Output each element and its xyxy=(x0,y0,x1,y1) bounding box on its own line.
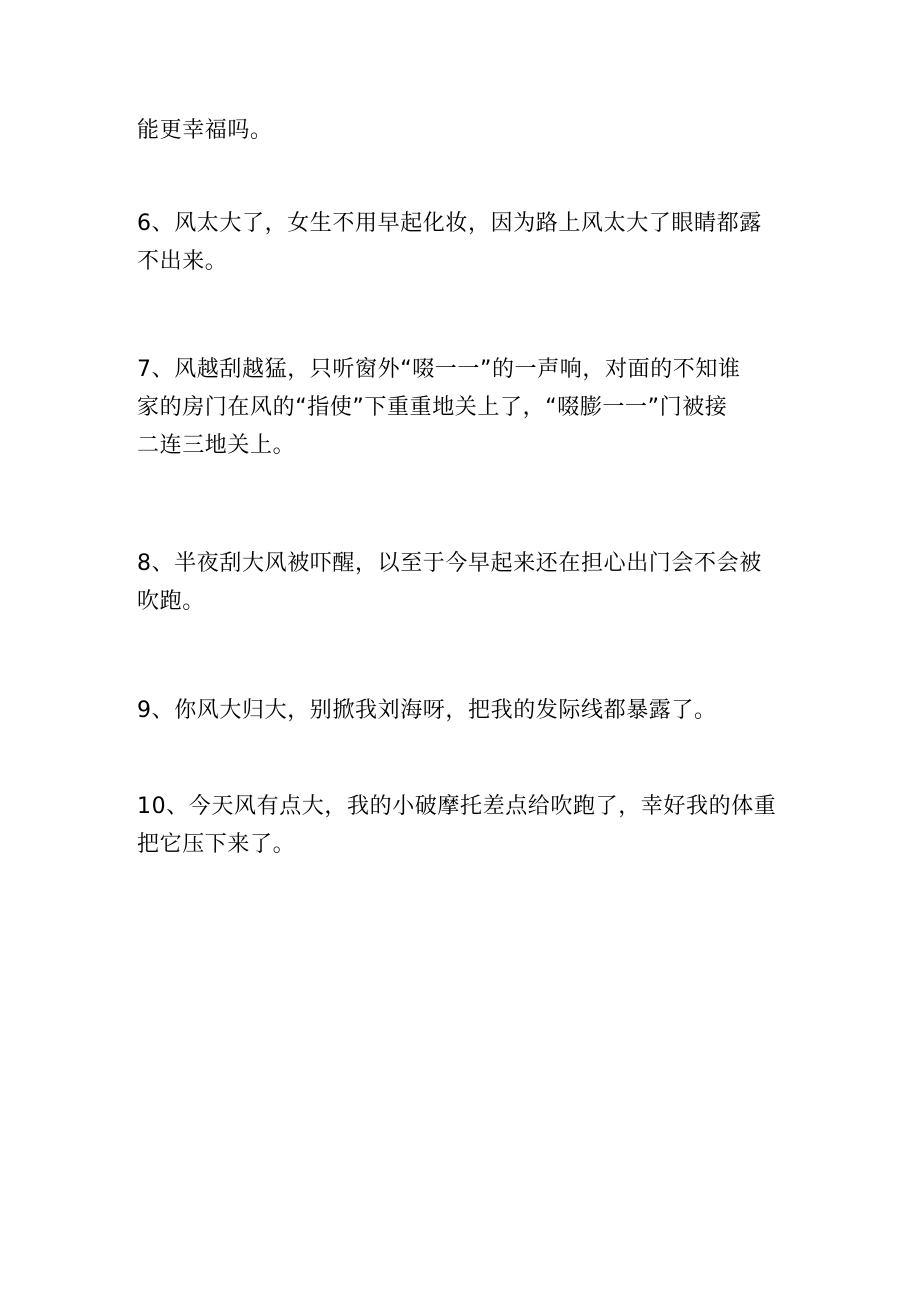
paragraph-item-10 xyxy=(137,788,787,864)
text-line: 8、半夜刮大风被吓醒，以至于今早起来还在担心出门会不会被 xyxy=(137,551,762,576)
paragraph-item-6 xyxy=(137,205,787,281)
text-line: 吹跑。 xyxy=(137,589,205,614)
text-line: 能更幸福吗。 xyxy=(137,118,273,143)
paragraph-item-9 xyxy=(137,692,787,730)
paragraph-item-7 xyxy=(137,351,787,465)
text-line: 10、今天风有点大，我的小破摩托差点给吹跑了，幸好我的体重 xyxy=(137,794,777,819)
text-line: 9、你风大归大，别掀我刘海呀，把我的发际线都暴露了。 xyxy=(137,698,717,723)
paragraph-item-8 xyxy=(137,545,787,621)
text-line: 7、风越刮越猛，只听窗外“啜一一”的一声响，对面的不知谁 xyxy=(137,357,741,382)
text-line: 二连三地关上。 xyxy=(137,433,296,458)
paragraph-continuation xyxy=(137,112,787,150)
text-line: 6、风太大了，女生不用早起化妆，因为路上风太大了眼睛都露 xyxy=(137,211,762,236)
text-line: 家的房门在风的“指使”下重重地关上了，“啜膨一一”门被接 xyxy=(137,395,728,420)
text-line: 把它压下来了。 xyxy=(137,832,296,857)
text-line: 不出来。 xyxy=(137,249,228,274)
